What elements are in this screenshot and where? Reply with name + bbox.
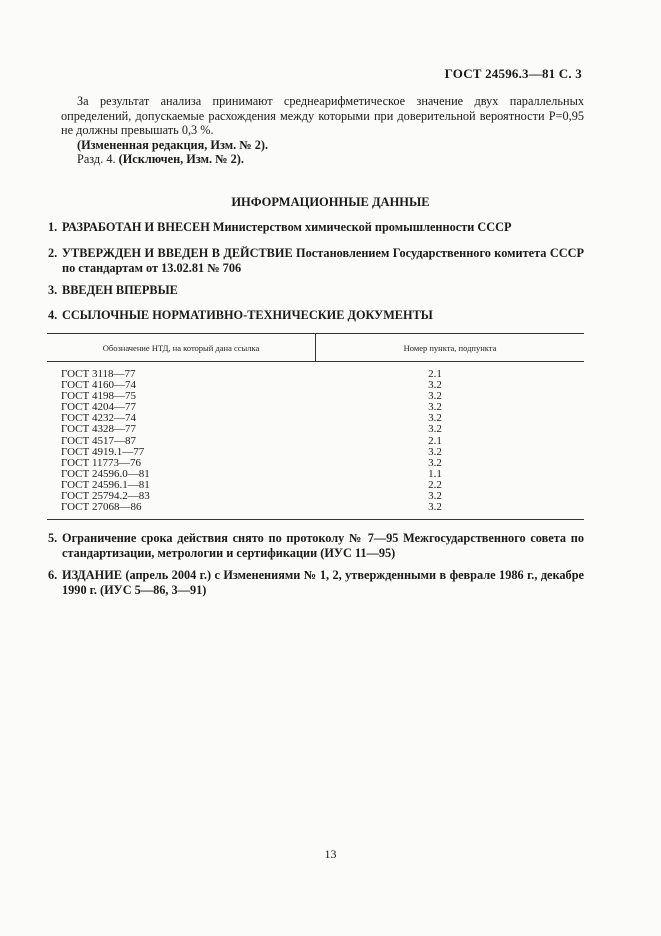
item-number: 6.	[48, 568, 58, 582]
item-text: ИЗДАНИЕ (апрель 2004 г.) с Изменениями № 1, 2, утвержденными в феврале 1986 г., декабре 1990 г. (ИУС 5—86, 3—91)	[62, 568, 584, 597]
table-cell-point: 3.2	[428, 379, 442, 392]
table-cell-doc: ГОСТ 4198—75	[61, 390, 136, 403]
table-cell-point: 3.2	[428, 412, 442, 425]
table-cell-doc: ГОСТ 24596.1—81	[61, 478, 150, 491]
table-cell-point: 2.2	[428, 478, 442, 491]
info-item-2	[48, 246, 584, 275]
page-header: ГОСТ 24596.3—81 С. 3	[444, 66, 582, 81]
table-cell-doc: ГОСТ 24596.0—81	[61, 467, 150, 480]
item-text: УТВЕРЖДЕН И ВВЕДЕН В ДЕЙСТВИЕ Постановлением Государственного комитета СССР по стандартам от 13.02.81 № 706	[62, 246, 584, 275]
table-cell-point: 3.2	[428, 423, 442, 436]
info-item-3	[48, 283, 584, 298]
intro-block	[61, 94, 584, 167]
table-cell-point: 3.2	[428, 401, 442, 414]
table-cell-point: 3.2	[428, 445, 442, 458]
item-number: 1.	[48, 220, 58, 234]
table-header-doc: Обозначение НТД, на который дана ссылка	[102, 343, 260, 353]
item-text: ВВЕДЕН ВПЕРВЫЕ	[62, 283, 178, 297]
table-cell-doc: ГОСТ 4328—77	[61, 423, 136, 436]
table-rule-bottom	[47, 519, 584, 520]
edit-note: (Измененная редакция, Изм. № 2).	[77, 137, 269, 152]
table-cell-doc: ГОСТ 3118—77	[61, 368, 136, 380]
table-cell-point: 3.2	[428, 390, 442, 403]
item-text: ССЫЛОЧНЫЕ НОРМАТИВНО-ТЕХНИЧЕСКИЕ ДОКУМЕНТЫ	[62, 308, 433, 322]
section4-prefix: Разд. 4.	[77, 152, 116, 167]
item-number: 2.	[48, 246, 58, 260]
section4-note-line	[61, 152, 584, 167]
table-row	[47, 424, 584, 435]
table-row	[47, 436, 584, 447]
table-cell-point: 1.1	[428, 467, 442, 480]
intro-paragraph: За результат анализа принимают среднеарифметическое значение двух параллельных определений, допускаемые расхождения между которыми при доверительной вероятности P=0,95 не должны превышать 0,3 %.	[61, 94, 584, 138]
table-cell-doc: ГОСТ 4517—87	[61, 434, 136, 447]
table-cell-doc: ГОСТ 11773—76	[61, 456, 142, 469]
table-cell-doc: ГОСТ 4160—74	[61, 379, 136, 392]
table-body	[47, 369, 584, 513]
item-number: 3.	[48, 283, 58, 297]
info-item-5	[48, 531, 584, 560]
table-cell-doc: ГОСТ 4232—74	[61, 412, 136, 425]
table-cell-doc: ГОСТ 4919.1—77	[61, 445, 145, 458]
table-cell-point: 3.2	[428, 501, 442, 514]
item-number: 4.	[48, 308, 58, 322]
info-item-6	[48, 568, 584, 597]
table-cell-point: 3.2	[428, 456, 442, 469]
table-row	[47, 502, 584, 513]
table-cell-point: 2.1	[428, 368, 442, 380]
table-cell-doc: ГОСТ 27068—86	[61, 501, 142, 514]
info-item-1	[48, 220, 584, 235]
item-text: Ограничение срока действия снято по протоколу № 7—95 Межгосударственного совета по стандартизации, метрологии и сертификации (ИУС 11—95)	[62, 531, 584, 560]
section-title: ИНФОРМАЦИОННЫЕ ДАННЫЕ	[231, 195, 430, 209]
table-cell-doc: ГОСТ 4204—77	[61, 401, 136, 414]
info-item-4	[48, 308, 584, 323]
table-cell-point: 3.2	[428, 490, 442, 503]
item-text: РАЗРАБОТАН И ВНЕСЕН Министерством химической промышленности СССР	[62, 220, 512, 234]
table-rule-header	[47, 361, 584, 362]
table-header-point: Номер пункта, подпункта	[403, 343, 497, 353]
table-cell-doc: ГОСТ 25794.2—83	[61, 490, 150, 503]
item-number: 5.	[48, 531, 58, 545]
table-cell-point: 2.1	[428, 434, 442, 447]
section4-note: (Исключен, Изм. № 2).	[118, 152, 244, 167]
page-number: 13	[324, 847, 337, 861]
